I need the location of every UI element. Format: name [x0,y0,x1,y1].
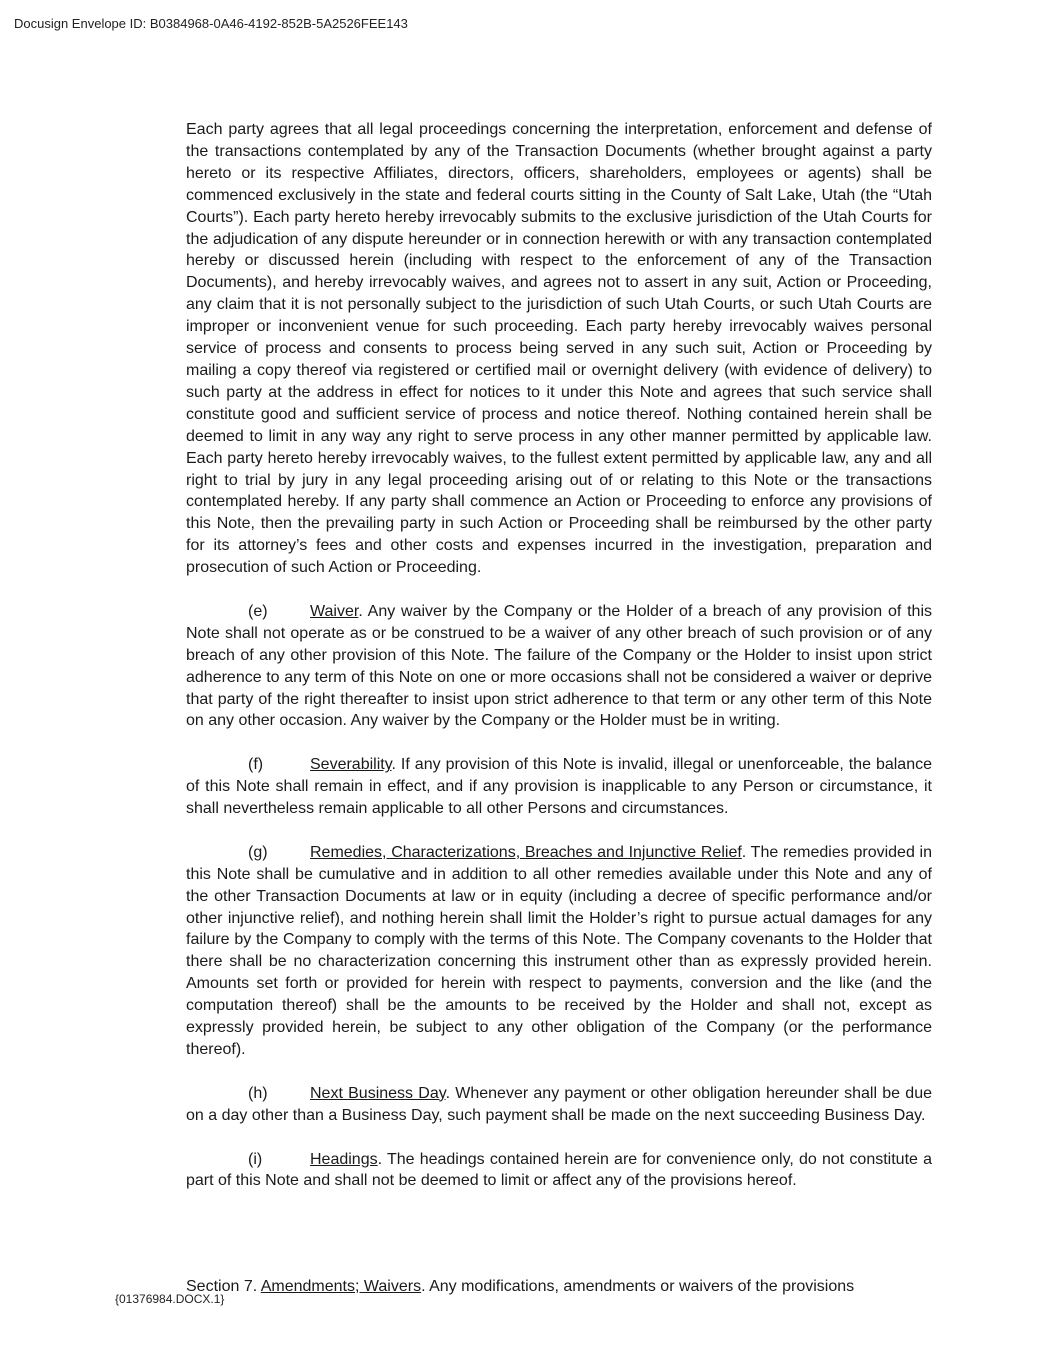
clause-heading: Next Business Day [310,1084,446,1102]
document-reference: {01376984.DOCX.1} [115,1292,225,1306]
clause-text: . The remedies provided in this Note shall be cumulative and in addition to all other remedies available under this Note and any of the other Transaction Documents at law or in equity (including a decree of specific performance and/or other injunctive relief), and nothing herein shall limit the Holder’s right to pursue actual damages for any failure by the Company to comply with the terms of this Note. The Company covenants to the Holder that there shall be no characterization concerning this instrument other than as expressly provided herein. Amounts set forth or provided for herein with respect to payments, conversion and the like (and the computation thereof) shall be the amounts to be received by the Holder and shall not, except as expressly provided herein, be subject to any other obligation of the Company (or the performance thereof). [186,843,933,1059]
section-text: . Any modifications, amendments or waivers of the provisions [421,1278,855,1295]
clause-heading: Severability [310,756,392,774]
paragraph-next-business-day [186,1083,932,1127]
clause-number: (f) [248,756,264,774]
clause-text: . Whenever any payment or other obligation hereunder shall be due on a day other than a Business Day, such payment shall be made on the next succeeding Business Day. [186,1084,932,1124]
clause-heading: Remedies, Characterizations, Breaches and Injunctive Relief [310,843,742,861]
clause-number: (g) [248,843,268,861]
document-body [186,119,932,1214]
paragraph-headings [186,1149,932,1193]
clause-heading: Headings [310,1150,378,1168]
section-prefix: Section 7. [186,1278,261,1295]
clause-text: . If any provision of this Note is invalid, illegal or unenforceable, the balance of this Note shall remain in effect, and if any provision is inapplicable to any Person or circumstance, it shall nevertheless remain applicable to all other Persons and circumstances. [186,756,932,818]
clause-text: . The headings contained herein are for convenience only, do not constitute a part of this Note and shall not be deemed to limit or affect any of the provisions hereof. [186,1150,932,1190]
paragraph-severability [186,754,932,820]
paragraph-remedies [186,842,932,1061]
clause-number: (h) [248,1084,268,1102]
clause-number: (i) [248,1150,263,1168]
clause-heading: Waiver [310,602,359,620]
clause-number: (e) [248,602,268,620]
section-7-line [186,1276,932,1298]
section-heading: Amendments; Waivers [260,1278,422,1295]
clause-text: . Any waiver by the Company or the Holder of a breach of any provision of this Note shall not operate as or be construed to be a waiver of any other breach of such provision or of any breach of any other provision of this Note. The failure of the Company or the Holder to insist upon strict adherence to any term of this Note on one or more occasions shall not be considered a waiver or deprive that party of the right thereafter to insist upon strict adherence to that term or any other term of this Note on any other occasion. Any waiver by the Company or the Holder must be in writing. [186,602,932,730]
paragraph-jurisdiction: Each party agrees that all legal proceedings concerning the interpretation, enforcement and defense of the transactions contemplated by any of the Transaction Documents (whether brought against a party hereto or its respective Affiliates, directors, officers, shareholders, employees or agents) shall be commenced exclusively in the state and federal courts sitting in the County of Salt Lake, Utah (the “Utah Courts”). Each party hereto hereby irrevocably submits to the exclusive jurisdiction of the Utah Courts for the adjudication of any dispute hereunder or in connection herewith or with any transaction contemplated hereby or discussed herein (including with respect to the enforcement of any of the Transaction Documents), and hereby irrevocably waives, and agrees not to assert in any suit, Action or Proceeding, any claim that it is not personally subject to the jurisdiction of such Utah Courts, or such Utah Courts are improper or inconvenient venue for such proceeding. Each party hereby irrevocably waives personal service of process and consents to process being served in any such suit, Action or Proceeding by mailing a copy thereof via registered or certified mail or overnight delivery (with evidence of delivery) to such party at the address in effect for notices to it under this Note and agrees that such service shall constitute good and sufficient service of process and notice thereof. Nothing contained herein shall be deemed to limit in any way any right to serve process in any other manner permitted by applicable law. Each party hereto hereby irrevocably waives, to the fullest extent permitted by applicable law, any and all right to trial by jury in any legal proceeding arising out of or relating to this Note or the transactions contemplated hereby. If any party shall commence an Action or Proceeding to enforce any provisions of this Note, then the prevailing party in such Action or Proceeding shall be reimbursed by the other party for its attorney’s fees and other costs and expenses incurred in the investigation, preparation and prosecution of such Action or Proceeding. [186,121,932,577]
paragraph-waiver [186,601,932,732]
envelope-id: Docusign Envelope ID: B0384968-0A46-4192-852B-5A2526FEE143 [14,16,408,31]
